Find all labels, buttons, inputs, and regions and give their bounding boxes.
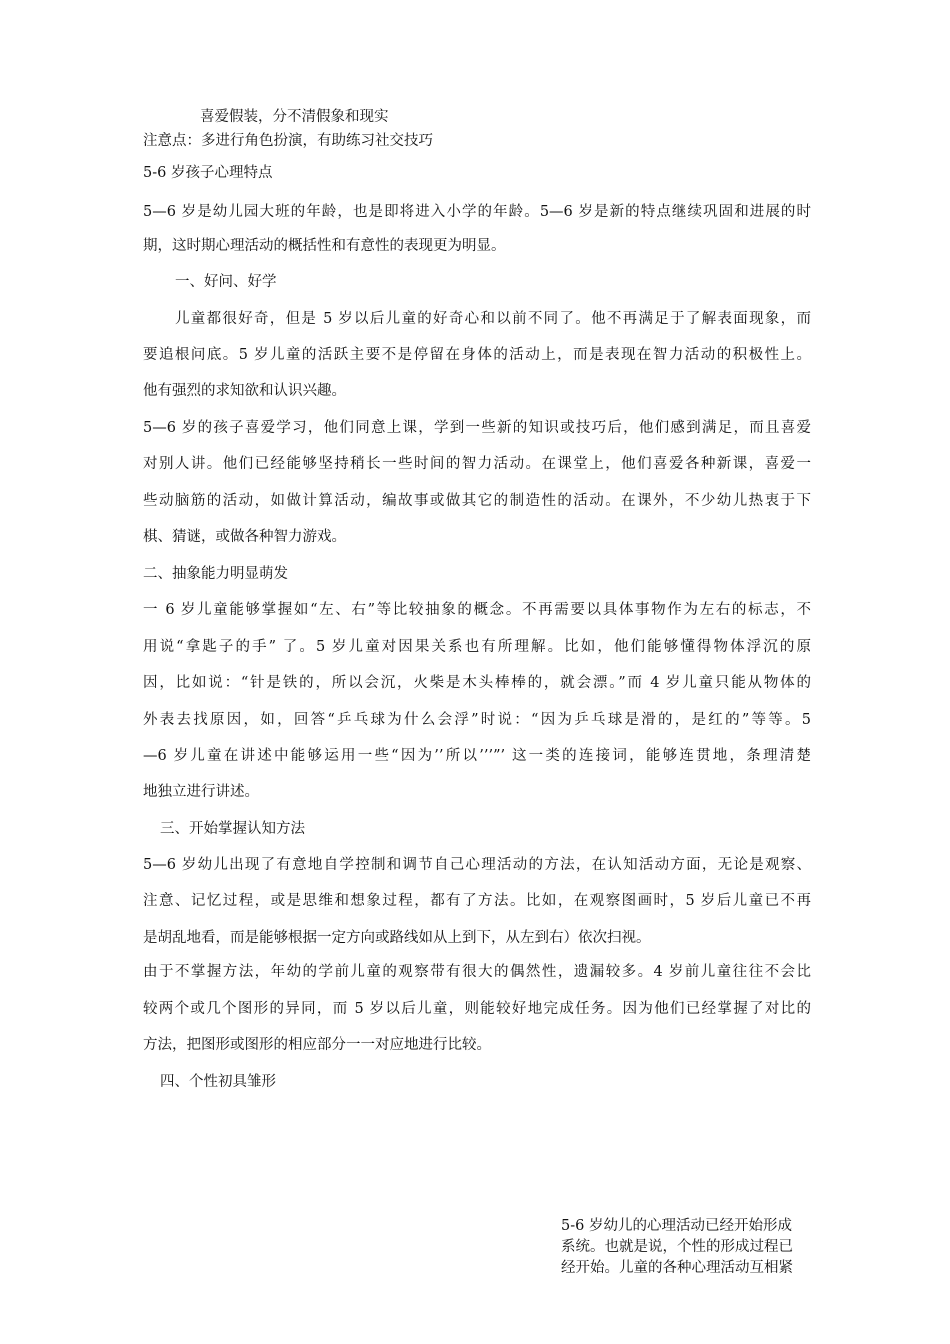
text-box	[561, 1216, 821, 1279]
section-heading: 四、个性初具雏形	[160, 1074, 276, 1090]
paragraph-line: 期，这时期心理活动的概括性和有意性的表现更为明显。	[143, 238, 506, 254]
paragraph-line: 棋、猜谜，或做各种智力游戏。	[143, 529, 346, 545]
paragraph-line: 一 6 岁儿童能够掌握如“左、右”等比较抽象的概念。不再需要以具体事物作为左右的标志，不	[143, 602, 811, 618]
paragraph-line: 地独立进行讲述。	[143, 784, 259, 800]
paragraph-line: 外表去找原因，如，回答“乒乓球为什么会浮”时说：“因为乒乓球是滑的，是红的”等等。5	[143, 712, 811, 728]
paragraph-line: 注意、记忆过程，或是思维和想象过程，都有了方法。比如，在观察图画时，5 岁后儿童已不再	[143, 893, 811, 909]
paragraph-line: 些动脑筋的活动，如做计算活动，编故事或做其它的制造性的活动。在课外，不少幼儿热衷于下	[143, 493, 811, 509]
text-box-line: 系统。也就是说，个性的形成过程已	[561, 1239, 793, 1255]
text-box-line: 5-6 岁幼儿的心理活动已经开始形成	[561, 1218, 792, 1234]
paragraph-line: 因，比如说：“针是铁的，所以会沉，火柴是木头棒棒的，就会漂。”而 4 岁儿童只能从物体的	[143, 675, 811, 691]
paragraph-line: 方法，把图形或图形的相应部分一一对应地进行比较。	[143, 1037, 491, 1053]
paragraph-line: 由于不掌握方法，年幼的学前儿童的观察带有很大的偶然性，遗漏较多。4 岁前儿童往往不会比	[143, 964, 811, 980]
text-line: 喜爱假装，分不清假象和现实	[200, 109, 389, 125]
paragraph-line: 儿童都很好奇，但是 5 岁以后儿童的好奇心和以前不同了。他不再满足于了解表面现象，而	[175, 311, 811, 327]
paragraph-line: —6 岁儿童在讲述中能够运用一些“因为’’所以’’’”’ 这一类的连接词，能够连贯地，条理清楚	[143, 748, 811, 764]
paragraph-line: 用说“拿匙子的手” 了。5 岁儿童对因果关系也有所理解。比如，他们能够懂得物体浮沉的原	[143, 639, 811, 655]
section-heading: 三、开始掌握认知方法	[160, 821, 305, 837]
paragraph-line: 5—6 岁是幼儿园大班的年龄，也是即将进入小学的年龄。5—6 岁是新的特点继续巩固和进展的时	[143, 204, 811, 220]
section-heading: 一、好问、好学	[175, 274, 277, 290]
paragraph-line: 5—6 岁的孩子喜爱学习，他们同意上课，学到一些新的知识或技巧后，他们感到满足，而且喜爱	[143, 420, 811, 436]
text-line: 注意点：多进行角色扮演，有助练习社交技巧	[143, 133, 433, 149]
paragraph-line: 对别人讲。他们已经能够坚持稍长一些时间的智力活动。在课堂上，他们喜爱各种新课，喜爱一	[143, 456, 811, 472]
section-title: 5-6 岁孩子心理特点	[143, 165, 273, 181]
text-box-line: 经开始。儿童的各种心理活动互相紧	[561, 1260, 793, 1276]
section-heading: 二、抽象能力明显萌发	[143, 566, 288, 582]
paragraph-line: 5—6 岁幼儿出现了有意地自学控制和调节自己心理活动的方法，在认知活动方面，无论是观察、	[143, 857, 811, 873]
paragraph-line: 是胡乱地看，而是能够根据一定方向或路线如从上到下，从左到右）依次扫视。	[143, 930, 651, 946]
paragraph-line: 他有强烈的求知欲和认识兴趣。	[143, 383, 346, 399]
paragraph-line: 较两个或几个图形的异同，而 5 岁以后儿童，则能较好地完成任务。因为他们已经掌握了对比的	[143, 1001, 811, 1017]
paragraph-line: 要追根问底。5 岁儿童的活跃主要不是停留在身体的活动上，而是表现在智力活动的积极性上。	[143, 347, 811, 363]
